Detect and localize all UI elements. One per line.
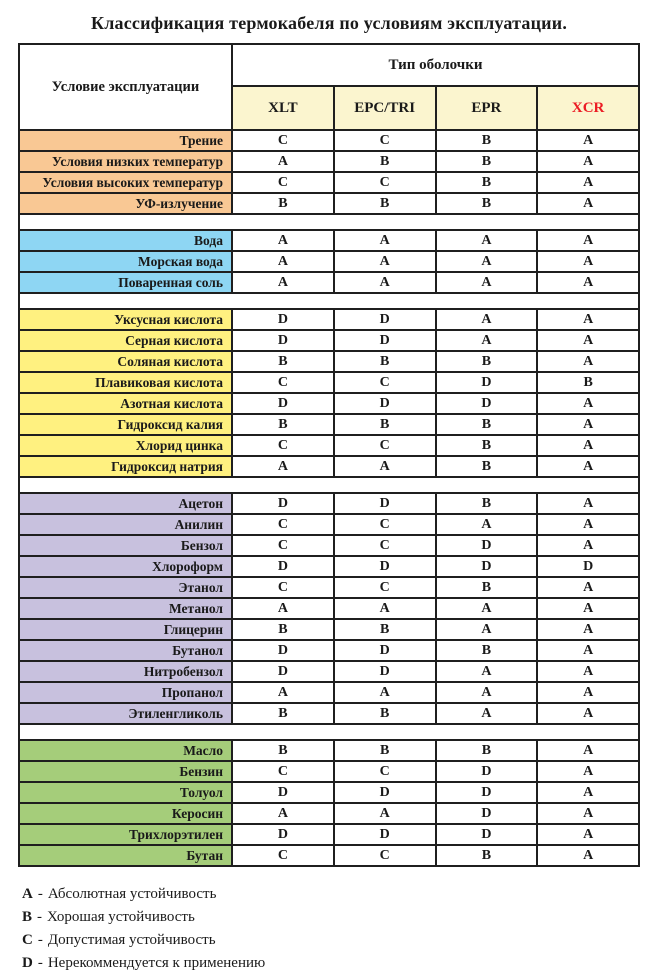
rating-cell: A [437, 599, 539, 618]
rating-cell: D [538, 557, 638, 576]
table-row [20, 515, 638, 536]
table-row [20, 683, 638, 704]
rating-cell: A [335, 231, 437, 250]
rating-cell: D [233, 662, 335, 681]
table-row [20, 273, 638, 294]
rating-cell: A [538, 252, 638, 271]
condition-label: Пропанол [20, 683, 233, 702]
table-row [20, 599, 638, 620]
table-row [20, 252, 638, 273]
table-row [20, 352, 638, 373]
condition-label: Хлорид цинка [20, 436, 233, 455]
condition-label: Керосин [20, 804, 233, 823]
legend-item-d [22, 952, 658, 974]
legend-letter: A [22, 886, 33, 902]
table-row [20, 231, 638, 252]
rating-cell: D [233, 331, 335, 350]
rating-cell: A [538, 494, 638, 513]
rating-cell: A [538, 415, 638, 434]
table-row [20, 620, 638, 641]
rating-cell: A [335, 273, 437, 292]
table-row [20, 310, 638, 331]
rating-cell: A [437, 310, 539, 329]
rating-cell: B [233, 704, 335, 723]
table-row [20, 194, 638, 215]
rating-cell: A [437, 620, 539, 639]
rating-cell: A [538, 683, 638, 702]
rating-cell: A [437, 273, 539, 292]
rating-cell: B [335, 415, 437, 434]
rating-cell: D [335, 394, 437, 413]
rating-cell: A [538, 578, 638, 597]
table-row [20, 641, 638, 662]
rating-cell: B [335, 194, 437, 213]
table-row [20, 557, 638, 578]
legend-item-c [22, 929, 658, 952]
rating-cell: A [538, 515, 638, 534]
sheath-columns-row [233, 87, 638, 129]
rating-cell: A [335, 804, 437, 823]
rating-cell: A [538, 231, 638, 250]
table-row [20, 783, 638, 804]
condition-label: Условия высоких температур [20, 173, 233, 192]
table-row [20, 457, 638, 478]
rating-cell: A [437, 252, 539, 271]
legend-separator: - [37, 886, 43, 902]
table-row [20, 804, 638, 825]
rating-cell: A [538, 641, 638, 660]
condition-label: Бутан [20, 846, 233, 865]
table-row [20, 578, 638, 599]
rating-cell: C [233, 173, 335, 192]
condition-label: Серная кислота [20, 331, 233, 350]
rating-cell: C [335, 436, 437, 455]
rating-cell: B [437, 131, 539, 150]
rating-cell: B [437, 194, 539, 213]
table-row [20, 131, 638, 152]
rating-cell: C [233, 846, 335, 865]
legend-text: Нерекоммендуется к применению [47, 955, 266, 971]
rating-cell: B [437, 152, 539, 171]
rating-cell: A [538, 804, 638, 823]
rating-cell: C [335, 515, 437, 534]
group-spacer [20, 725, 638, 741]
rating-cell: B [437, 173, 539, 192]
table-row [20, 436, 638, 457]
legend-separator: - [37, 909, 43, 925]
legend-letter: C [22, 932, 33, 948]
condition-label: Бензол [20, 536, 233, 555]
condition-label: Поваренная соль [20, 273, 233, 292]
rating-cell: D [437, 783, 539, 802]
rating-cell: D [233, 825, 335, 844]
condition-label: УФ-излучение [20, 194, 233, 213]
rating-cell: C [335, 536, 437, 555]
rating-cell: A [233, 152, 335, 171]
table-row [20, 741, 638, 762]
rating-cell: B [335, 704, 437, 723]
rating-cell: B [233, 194, 335, 213]
rating-cell: B [335, 152, 437, 171]
table-header [20, 45, 638, 131]
rating-cell: D [335, 494, 437, 513]
rating-cell: A [538, 825, 638, 844]
condition-label: Морская вода [20, 252, 233, 271]
condition-label: Нитробензол [20, 662, 233, 681]
table-row [20, 536, 638, 557]
condition-label: Соляная кислота [20, 352, 233, 371]
rating-cell: C [233, 131, 335, 150]
rating-cell: A [233, 599, 335, 618]
condition-label: Трихлорэтилен [20, 825, 233, 844]
rating-cell: A [538, 662, 638, 681]
rating-cell: B [233, 620, 335, 639]
condition-label: Ацетон [20, 494, 233, 513]
rating-cell: A [538, 741, 638, 760]
group-spacer [20, 294, 638, 310]
rating-cell: C [335, 762, 437, 781]
rating-cell: B [233, 741, 335, 760]
column-header-epr: EPR [437, 87, 539, 129]
condition-label: Хлороформ [20, 557, 233, 576]
rating-cell: A [538, 704, 638, 723]
rating-cell: B [437, 846, 539, 865]
rating-cell: A [538, 310, 638, 329]
rating-cell: A [437, 704, 539, 723]
rating-cell: C [335, 846, 437, 865]
rating-cell: B [437, 457, 539, 476]
legend-item-a [22, 883, 658, 906]
rating-cell: B [335, 741, 437, 760]
table-row [20, 846, 638, 865]
table-row [20, 152, 638, 173]
rating-cell: C [233, 515, 335, 534]
table-row [20, 173, 638, 194]
rating-cell: A [538, 152, 638, 171]
condition-label: Глицерин [20, 620, 233, 639]
rating-cell: C [335, 578, 437, 597]
rating-cell: A [233, 231, 335, 250]
rating-cell: C [233, 578, 335, 597]
rating-cell: A [538, 846, 638, 865]
condition-label: Гидроксид калия [20, 415, 233, 434]
rating-cell: B [538, 373, 638, 392]
table-body [20, 131, 638, 865]
rating-cell: B [437, 415, 539, 434]
table-row [20, 394, 638, 415]
rating-cell: A [233, 683, 335, 702]
rating-cell: D [233, 641, 335, 660]
rating-cell: D [233, 494, 335, 513]
table-row [20, 494, 638, 515]
rating-cell: A [437, 231, 539, 250]
condition-label: Бензин [20, 762, 233, 781]
column-header-epc-tri: EPC/TRI [335, 87, 437, 129]
condition-label: Уксусная кислота [20, 310, 233, 329]
rating-cell: D [437, 557, 539, 576]
rating-cell: D [437, 804, 539, 823]
legend-letter: D [22, 955, 33, 971]
rating-cell: B [437, 641, 539, 660]
rating-cell: C [233, 762, 335, 781]
rating-cell: A [538, 331, 638, 350]
rating-cell: C [233, 536, 335, 555]
group-spacer [20, 478, 638, 494]
rating-cell: A [538, 394, 638, 413]
column-header-xcr: XCR [538, 87, 638, 129]
table-row [20, 331, 638, 352]
page-title: Классификация термокабеля по условиям эксплуатации. [90, 13, 568, 33]
condition-label: Условия низких температур [20, 152, 233, 171]
rating-cell: A [538, 194, 638, 213]
rating-cell: B [437, 578, 539, 597]
rating-cell: C [335, 173, 437, 192]
rating-cell: D [437, 373, 539, 392]
column-header-xlt: XLT [233, 87, 335, 129]
table-row [20, 373, 638, 394]
rating-cell: B [437, 436, 539, 455]
rating-cell: A [233, 804, 335, 823]
rating-cell: D [233, 557, 335, 576]
rating-cell: D [437, 762, 539, 781]
group-spacer [20, 215, 638, 231]
rating-cell: C [233, 436, 335, 455]
table-row [20, 415, 638, 436]
table-row [20, 662, 638, 683]
legend-separator: - [37, 932, 43, 948]
legend-text: Хорошая устойчивость [47, 909, 195, 925]
sheath-header-block [233, 45, 638, 129]
condition-label: Бутанол [20, 641, 233, 660]
rating-cell: A [538, 173, 638, 192]
table-row [20, 704, 638, 725]
rating-cell: B [437, 741, 539, 760]
condition-label: Плавиковая кислота [20, 373, 233, 392]
rating-cell: C [335, 131, 437, 150]
legend-text: Абсолютная устойчивость [47, 886, 217, 902]
legend-text: Допустимая устойчивость [47, 932, 216, 948]
rating-cell: A [233, 457, 335, 476]
rating-cell: D [437, 394, 539, 413]
rating-cell: C [233, 373, 335, 392]
condition-label: Толуол [20, 783, 233, 802]
legend [22, 883, 658, 974]
rating-cell: B [437, 352, 539, 371]
condition-label: Вода [20, 231, 233, 250]
rating-cell: B [335, 620, 437, 639]
rating-cell: A [538, 620, 638, 639]
rating-cell: A [538, 599, 638, 618]
rating-cell: A [538, 131, 638, 150]
table-row [20, 762, 638, 783]
rating-cell: D [233, 783, 335, 802]
rating-cell: A [538, 457, 638, 476]
rating-cell: D [335, 641, 437, 660]
rating-cell: A [233, 273, 335, 292]
legend-letter: B [22, 909, 33, 925]
rating-cell: A [335, 683, 437, 702]
condition-label: Анилин [20, 515, 233, 534]
rating-cell: A [538, 536, 638, 555]
classification-table [18, 43, 640, 867]
rating-cell: B [233, 352, 335, 371]
condition-label: Гидроксид натрия [20, 457, 233, 476]
condition-column-header: Условие эксплуатации [20, 45, 233, 129]
condition-label: Трение [20, 131, 233, 150]
condition-label: Этанол [20, 578, 233, 597]
rating-cell: C [335, 373, 437, 392]
condition-label: Азотная кислота [20, 394, 233, 413]
rating-cell: A [437, 662, 539, 681]
rating-cell: A [335, 457, 437, 476]
rating-cell: B [437, 494, 539, 513]
rating-cell: A [437, 515, 539, 534]
legend-separator: - [37, 955, 43, 971]
rating-cell: A [538, 352, 638, 371]
rating-cell: A [335, 252, 437, 271]
rating-cell: A [437, 331, 539, 350]
rating-cell: A [538, 783, 638, 802]
legend-item-b [22, 906, 658, 929]
rating-cell: A [538, 436, 638, 455]
rating-cell: D [233, 310, 335, 329]
rating-cell: A [437, 683, 539, 702]
rating-cell: D [335, 825, 437, 844]
rating-cell: D [335, 662, 437, 681]
condition-label: Этиленгликоль [20, 704, 233, 723]
rating-cell: D [335, 783, 437, 802]
rating-cell: D [437, 536, 539, 555]
condition-label: Метанол [20, 599, 233, 618]
rating-cell: B [335, 352, 437, 371]
rating-cell: A [538, 273, 638, 292]
rating-cell: D [335, 310, 437, 329]
rating-cell: D [233, 394, 335, 413]
rating-cell: D [335, 331, 437, 350]
rating-cell: A [233, 252, 335, 271]
rating-cell: D [335, 557, 437, 576]
table-row [20, 825, 638, 846]
sheath-type-header: Тип оболочки [233, 45, 638, 87]
condition-label: Масло [20, 741, 233, 760]
rating-cell: D [437, 825, 539, 844]
rating-cell: B [233, 415, 335, 434]
rating-cell: A [335, 599, 437, 618]
rating-cell: A [538, 762, 638, 781]
